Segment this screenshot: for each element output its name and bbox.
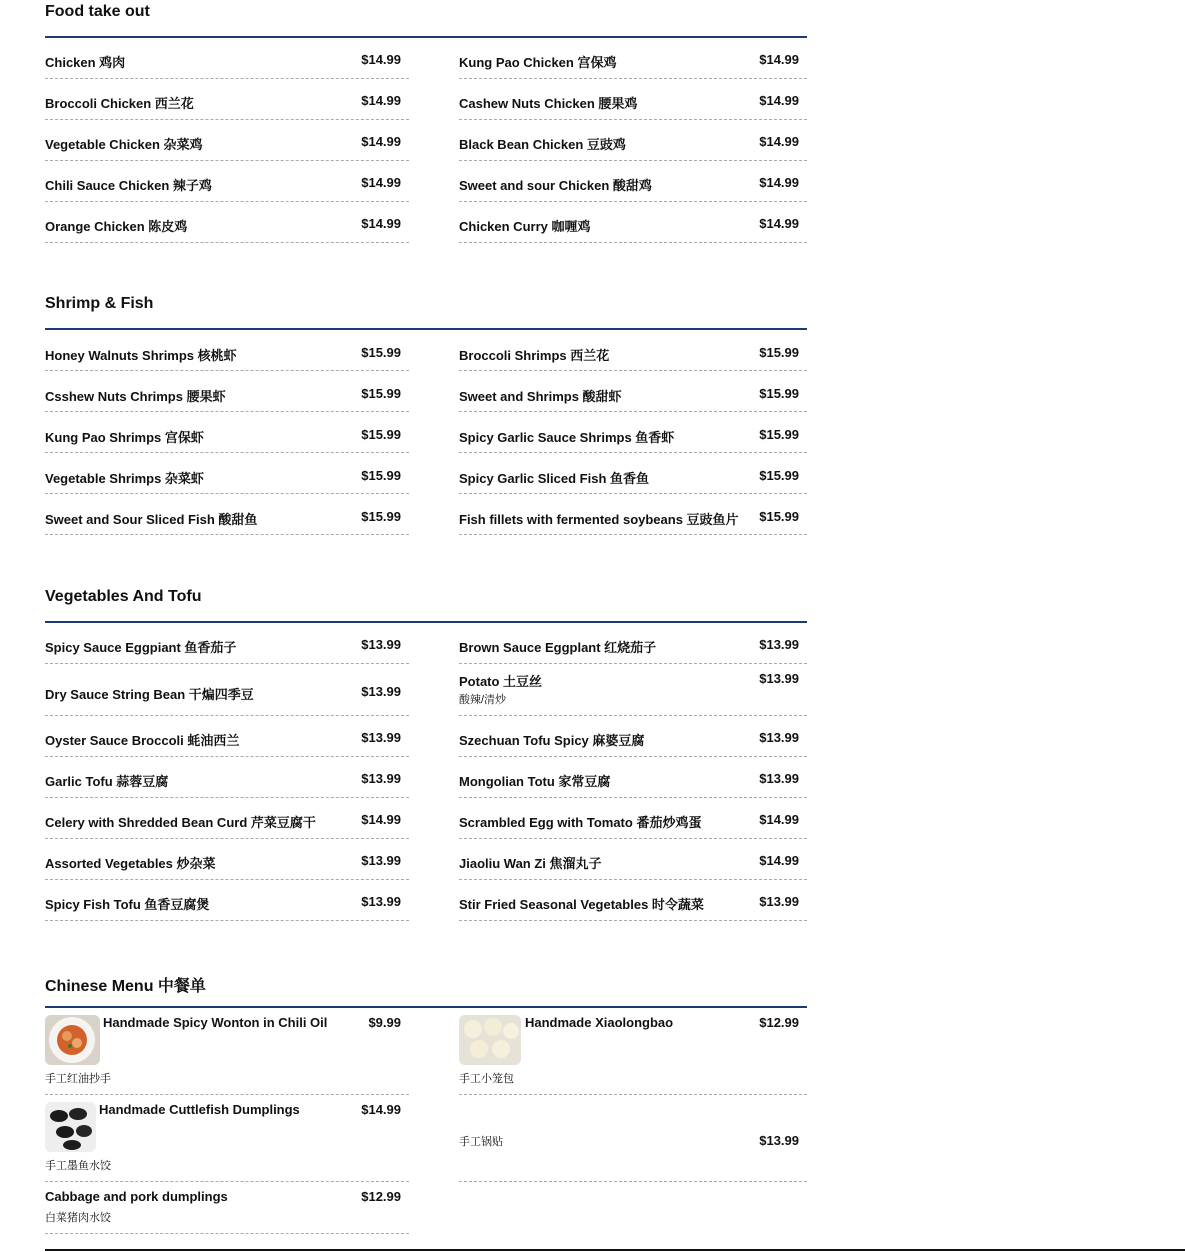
- menu-item[interactable]: [459, 1095, 807, 1182]
- item-name: Spicy Garlic Sliced Fish 鱼香鱼: [459, 471, 650, 486]
- menu-column-right: [459, 330, 807, 535]
- menu-item[interactable]: [45, 716, 409, 757]
- menu-item[interactable]: [45, 494, 409, 535]
- menu-item[interactable]: [459, 330, 807, 371]
- item-name: Chili Sauce Chicken 辣子鸡: [45, 178, 212, 193]
- menu-item[interactable]: [45, 38, 409, 79]
- item-name: Cabbage and pork dumplings: [45, 1189, 228, 1204]
- item-note: 白菜猪肉水饺: [45, 1212, 111, 1224]
- menu-column-right: [459, 1008, 807, 1182]
- section-title: Shrimp & Fish: [45, 295, 154, 312]
- item-price: $14.99: [361, 52, 401, 67]
- item-price: $14.99: [361, 134, 401, 149]
- section-title: Vegetables And Tofu: [45, 588, 202, 605]
- menu-item[interactable]: [45, 1008, 409, 1095]
- item-name: Spicy Fish Tofu 鱼香豆腐煲: [45, 897, 210, 912]
- item-name: Handmade Cuttlefish Dumplings: [99, 1102, 300, 1117]
- item-name: Sweet and Shrimps 酸甜虾: [459, 389, 622, 404]
- menu-item[interactable]: [45, 202, 409, 243]
- item-name: Scrambled Egg with Tomato 番茄炒鸡蛋: [459, 815, 702, 830]
- item-price: $13.99: [759, 730, 799, 745]
- item-price: $13.99: [759, 637, 799, 652]
- item-name: Fish fillets with fermented soybeans 豆豉鱼片: [459, 512, 739, 527]
- item-price: $13.99: [759, 894, 799, 909]
- item-name: Dry Sauce String Bean 干煸四季豆: [45, 687, 254, 702]
- item-price: $14.99: [759, 812, 799, 827]
- item-name: Chicken 鸡肉: [45, 55, 126, 70]
- item-name: Brown Sauce Eggplant 红烧茄子: [459, 640, 657, 655]
- menu-item[interactable]: [45, 757, 409, 798]
- menu-item[interactable]: [459, 453, 807, 494]
- menu-item[interactable]: [45, 371, 409, 412]
- menu-item[interactable]: [459, 623, 807, 664]
- item-name: Oyster Sauce Broccoli 蚝油西兰: [45, 733, 240, 748]
- page-bottom-rule: [45, 1249, 1185, 1251]
- item-price: $14.99: [361, 175, 401, 190]
- item-price: $13.99: [361, 730, 401, 745]
- item-price: $14.99: [759, 93, 799, 108]
- item-price: $14.99: [361, 216, 401, 231]
- menu-column-right: [459, 38, 807, 243]
- item-name: Broccoli Chicken 西兰花: [45, 96, 194, 111]
- menu-item[interactable]: [459, 412, 807, 453]
- item-note: 酸辣/清炒: [459, 694, 507, 706]
- item-note: 手工红油抄手: [45, 1073, 111, 1085]
- item-name: Garlic Tofu 蒜蓉豆腐: [45, 774, 169, 789]
- item-price: $14.99: [361, 1102, 401, 1117]
- item-name: Handmade Spicy Wonton in Chili Oil: [103, 1015, 328, 1030]
- item-price: $15.99: [361, 345, 401, 360]
- section-food-take-out: [45, 0, 807, 250]
- item-name: Csshew Nuts Chrimps 腰果虾: [45, 389, 226, 404]
- menu-column-left: [45, 38, 409, 243]
- cuttlefish-dumplings-photo: [45, 1102, 96, 1152]
- wonton-photo: [45, 1015, 100, 1065]
- item-name: Szechuan Tofu Spicy 麻婆豆腐: [459, 733, 645, 748]
- menu-item[interactable]: [45, 1095, 409, 1182]
- item-name: Broccoli Shrimps 西兰花: [459, 348, 610, 363]
- item-price: $13.99: [361, 853, 401, 868]
- item-price: $13.99: [361, 894, 401, 909]
- item-price: $15.99: [759, 509, 799, 524]
- menu-item[interactable]: [45, 880, 409, 921]
- menu-item[interactable]: [45, 623, 409, 664]
- item-name: Cashew Nuts Chicken 腰果鸡: [459, 96, 638, 111]
- item-name: Assorted Vegetables 炒杂菜: [45, 856, 216, 871]
- menu-item[interactable]: [459, 664, 807, 716]
- menu-item[interactable]: [459, 161, 807, 202]
- item-price: $15.99: [759, 427, 799, 442]
- menu-item[interactable]: [45, 839, 409, 880]
- item-name: Handmade Xiaolongbao: [525, 1015, 674, 1030]
- item-price: $15.99: [361, 509, 401, 524]
- item-name: Sweet and Sour Sliced Fish 酸甜鱼: [45, 512, 258, 527]
- item-name: Mongolian Totu 家常豆腐: [459, 774, 611, 789]
- item-name: Potato 土豆丝: [459, 674, 543, 689]
- menu-item[interactable]: [459, 839, 807, 880]
- item-name: Orange Chicken 陈皮鸡: [45, 219, 188, 234]
- item-price: $13.99: [361, 771, 401, 786]
- menu-item[interactable]: [459, 798, 807, 839]
- item-name: Honey Walnuts Shrimps 核桃虾: [45, 348, 237, 363]
- menu-item[interactable]: [45, 412, 409, 453]
- item-price: $15.99: [759, 386, 799, 401]
- section-chinese-menu: [45, 970, 807, 1240]
- menu-column-left: [45, 623, 409, 921]
- menu-item[interactable]: [45, 330, 409, 371]
- item-name: Black Bean Chicken 豆豉鸡: [459, 137, 626, 152]
- item-price: $13.99: [759, 771, 799, 786]
- menu-column-left: [45, 330, 409, 535]
- menu-item[interactable]: [45, 79, 409, 120]
- item-price: $12.99: [361, 1189, 401, 1204]
- item-price: $14.99: [759, 216, 799, 231]
- item-name: Vegetable Shrimps 杂菜虾: [45, 471, 204, 486]
- item-price: $12.99: [759, 1015, 799, 1030]
- item-price: $14.99: [759, 853, 799, 868]
- item-name: Celery with Shredded Bean Curd 芹菜豆腐干: [45, 815, 316, 830]
- item-price: $15.99: [759, 468, 799, 483]
- menu-item[interactable]: [459, 716, 807, 757]
- item-name: Sweet and sour Chicken 酸甜鸡: [459, 178, 652, 193]
- menu-item[interactable]: [459, 880, 807, 921]
- section-title: Food take out: [45, 3, 150, 20]
- menu-item[interactable]: [459, 1008, 807, 1095]
- item-price: $9.99: [368, 1015, 401, 1030]
- item-name: Stir Fried Seasonal Vegetables 时令蔬菜: [459, 897, 704, 912]
- section-shrimp-fish: [45, 292, 807, 542]
- menu-item[interactable]: [45, 453, 409, 494]
- item-price: $13.99: [361, 684, 401, 699]
- item-price: $14.99: [361, 93, 401, 108]
- item-price: $13.99: [759, 1133, 799, 1148]
- menu-item[interactable]: [459, 79, 807, 120]
- item-price: $14.99: [361, 812, 401, 827]
- item-price: $13.99: [759, 671, 799, 686]
- item-name: Kung Pao Chicken 宫保鸡: [459, 55, 617, 70]
- item-price: $14.99: [759, 175, 799, 190]
- item-name: Chicken Curry 咖喱鸡: [459, 219, 591, 234]
- item-name: Spicy Garlic Sauce Shrimps 鱼香虾: [459, 430, 675, 445]
- item-price: $14.99: [759, 52, 799, 67]
- menu-item[interactable]: [45, 664, 409, 716]
- item-price: $15.99: [361, 427, 401, 442]
- menu-item[interactable]: [45, 120, 409, 161]
- menu-item[interactable]: [459, 38, 807, 79]
- item-note: 手工墨鱼水饺: [45, 1160, 111, 1172]
- section-title: Chinese Menu 中餐单: [45, 978, 206, 995]
- item-price: $15.99: [361, 386, 401, 401]
- item-name: Spicy Sauce Eggpiant 鱼香茄子: [45, 640, 237, 655]
- menu-item[interactable]: [459, 120, 807, 161]
- item-note: 手工锅贴: [459, 1136, 503, 1148]
- item-note: 手工小笼包: [459, 1073, 514, 1085]
- item-price: $15.99: [361, 468, 401, 483]
- menu-item[interactable]: [45, 1182, 409, 1234]
- item-name: Jiaoliu Wan Zi 焦溜丸子: [459, 856, 602, 871]
- menu-item[interactable]: [459, 371, 807, 412]
- menu-column-right: [459, 623, 807, 921]
- menu-item[interactable]: [45, 798, 409, 839]
- item-price: $13.99: [361, 637, 401, 652]
- menu-column-left: [45, 1008, 409, 1234]
- item-name: Kung Pao Shrimps 宫保虾: [45, 430, 204, 445]
- item-price: $15.99: [759, 345, 799, 360]
- menu-item[interactable]: [45, 161, 409, 202]
- menu-item[interactable]: [459, 757, 807, 798]
- section-vegetables-tofu: [45, 585, 807, 925]
- xiaolongbao-photo: [459, 1015, 521, 1065]
- item-price: $14.99: [759, 134, 799, 149]
- item-name: Vegetable Chicken 杂菜鸡: [45, 137, 203, 152]
- menu-item[interactable]: [459, 494, 807, 535]
- menu-item[interactable]: [459, 202, 807, 243]
